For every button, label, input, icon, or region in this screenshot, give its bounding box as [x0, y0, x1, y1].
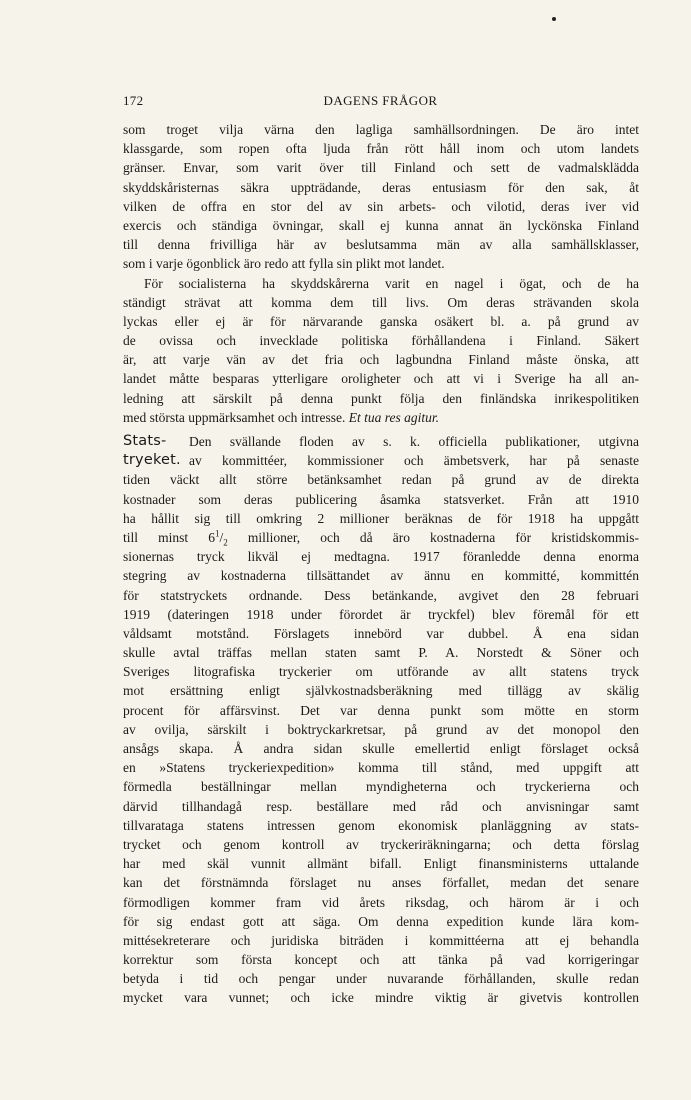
text-line: av kommittéer, kommissioner och ämbetsverk, har på senaste [189, 453, 639, 469]
text-line: som i varje ögonblick äro redo att fylla sin plikt mot landet. [123, 256, 445, 272]
text-line: mot ersättning enligt självkostnadsberäkning med tillägg av skälig [123, 683, 639, 699]
text-line: tillvarataga statens intressen genom ekonomisk planläggning av stats- [123, 817, 639, 833]
page-number: 172 [123, 93, 144, 108]
section-2-text [123, 432, 639, 1008]
text-line: skyddskåristernas säkra uppträdande, deras entusiasm för den sak, åt [123, 179, 639, 195]
section-1-text [123, 120, 639, 427]
text-line: förmodligen kommer fram vid årets riksdag, och härom är i och [123, 894, 639, 910]
sidehead-line-1: Stats- [123, 433, 167, 449]
fraction-after: millioner, och då äro kostnaderna för kristidskommis- [227, 529, 639, 545]
ink-dot [552, 17, 556, 21]
text-line: ansågs skapa. Å andra sidan skulle emellertid enligt förslaget också [123, 741, 639, 756]
text-line: procent för affärsvinst. Det var denna punkt som mötte en storm [123, 702, 639, 718]
text-line: vilken de offra en stor del av sin arbets- och vilotid, deras iver vid [123, 198, 639, 214]
text-line: gränser. Envar, som varit över till Finland och sett de vadmalsklädda [123, 160, 639, 176]
text-line: kan det förstnämnda förslaget nu anses förfallet, medan det senare [123, 875, 639, 891]
text-line: skulle avtal träffas mellan staten samt P. A. Norstedt & Söner och [123, 645, 639, 661]
text-line: är, att varje vän av det fria och lagbundna Finland måste önska, att [123, 352, 639, 368]
text-line: kostnader som deras publicering åsamka statsverket. Från att 1910 [123, 491, 639, 507]
fraction-numerator: 1 [214, 528, 220, 539]
text-line: har med skäl vunnit allmänt bifall. Enligt finansministerns uttalande [123, 856, 639, 872]
text-line: mycket vara vunnet; och icke mindre viktig är givetvis kontrollen [123, 990, 639, 1006]
sidehead-line-2: tryeket. [123, 452, 181, 469]
text-line: stegring av kostnaderna tillsättandet av ännu en kommitté, kommittén [123, 568, 639, 584]
text-line: klassgarde, som ropen ofta ljuda från rött håll inom och utom landets [123, 141, 639, 157]
text-line: trycket och genom kontroll av tryckeriräkningarna; och detta förslag [123, 836, 639, 852]
text-line: landet måtte besparas ytterligare oroligheter och att vi i Sverige ha all an- [123, 371, 639, 387]
text-line: till denna frivilliga här av beslutsamma män av alla samhällsklasser, [123, 237, 639, 253]
text-line [123, 408, 639, 427]
text-line: ha hållit sig till omkring 2 millioner beräknas de för 1918 ha uppgått [123, 510, 639, 526]
text-line: en »Statens tryckeriexpedition» komma till stånd, med uppgift att [123, 760, 639, 776]
text-line: ledning att särskilt på denna punkt följa den finländska inrikespolitiken [123, 390, 639, 406]
text-line: därvid tillhandagå resp. beställare med råd och anvisningar samt [123, 798, 639, 814]
text-line: Den svällande floden av s. k. officiella publikationer, utgivna [189, 434, 639, 449]
text-line: korrektur som första koncept och att tänka på vad korrigeringar [123, 952, 639, 968]
running-head [123, 93, 638, 109]
header-title: DAGENS FRÅGOR [323, 93, 438, 108]
text-line: tiden väckt allt större betänksamhet redan på grund av de direkta [123, 472, 639, 488]
text-line: För socialisterna ha skyddskårerna varit en nagel i ögat, och de ha [144, 275, 639, 291]
text-line: förmedla beställningar mellan myndigheterna och tryckerierna och [123, 779, 639, 795]
final-line-text: med största uppmärksamhet och intresse. [123, 409, 346, 425]
text-line: betyda i tid och pengar under nuvarande förhållanden, skulle redan [123, 971, 639, 987]
text-line: som troget vilja värna den lagliga samhällsordningen. De äro intet [123, 122, 639, 137]
fraction-denominator: 2 [223, 537, 228, 548]
text-line: sionernas tryck likväl ej medtagna. 1917 föranledde denna enorma [123, 549, 639, 565]
fraction-before: till minst 6 [123, 529, 215, 545]
text-line: våldsamt motstånd. Förslagets innebörd var dubbel. Å ena sidan [123, 625, 639, 641]
text-line: de ovissa och invecklade politiska förhållandena i Finland. Säkert [123, 333, 639, 349]
text-line: Sveriges litografiska tryckerier om utförande av allt statens tryck [123, 664, 639, 680]
text-line-fraction: till minst $6^1/_2$ millioner, och då äro kostnaderna för kristidskommis- [123, 528, 639, 548]
text-line: exercis och ständiga övningar, skall ej kunna annat än lyckönska Finland [123, 217, 639, 233]
text-line: av ovilja, särskilt i boktryckarkretsar, på grund av det monopol den [123, 721, 639, 737]
text-line: mittésekreterare och juridiska biträden i kommittéerna att ej behandla [123, 932, 639, 948]
text-line: 1919 (dateringen 1918 under förordet är tryckfel) blev föremål för ett [123, 606, 639, 622]
latin-phrase: Et tua res agitur. [348, 409, 439, 425]
text-line: för sig endast gott att säga. Om denna expedition kunde lära kom- [123, 913, 639, 929]
text-line: för statstryckets ordnande. Dess betänkande, avgivet den 28 februari [123, 587, 639, 603]
text-line: ständigt strävat att komma dem till livs. Om deras strävanden skola [123, 294, 639, 310]
text-line: lyckas eller ej är för närvarande ganska osäkert bl. a. på grund av [123, 313, 639, 329]
